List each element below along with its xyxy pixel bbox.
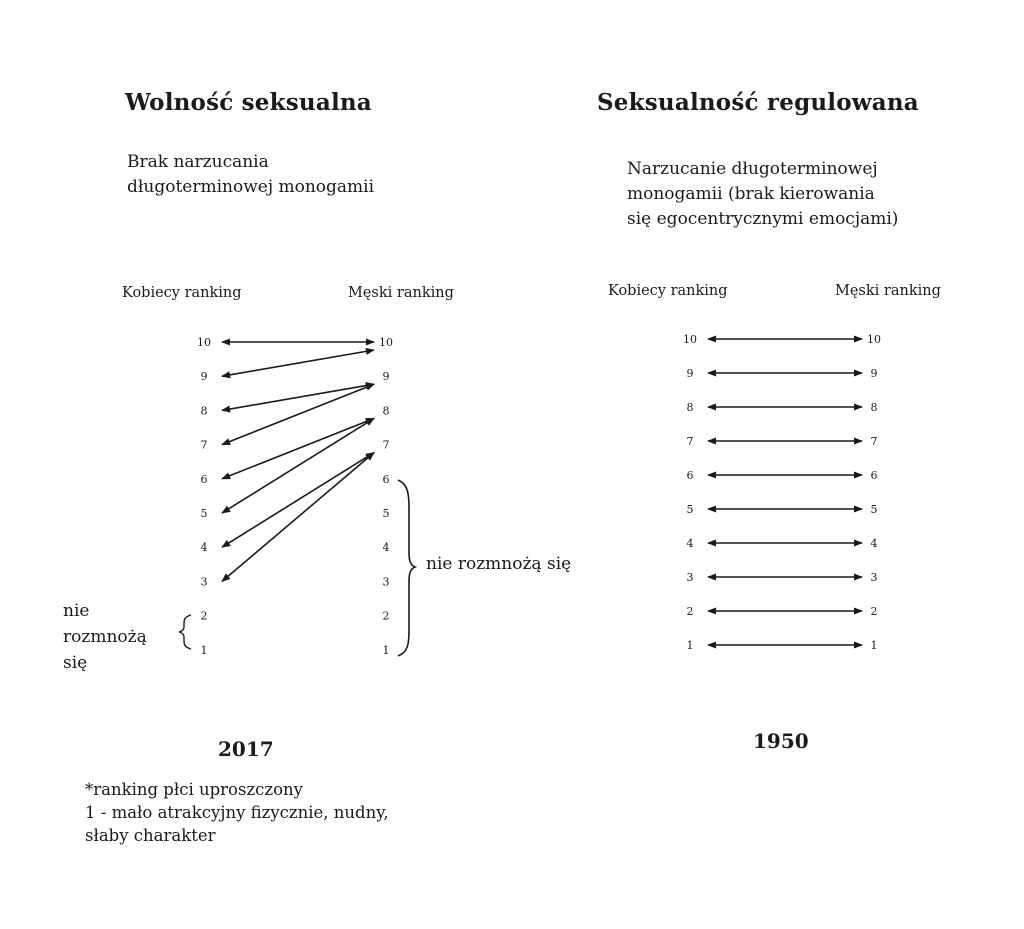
left-subtitle-line: długoterminowej monogamii (127, 177, 375, 197)
right-year: 1950 (753, 729, 809, 753)
left-pairing-arrow (222, 453, 374, 582)
right-female-rank-label: 7 (686, 435, 694, 448)
left-pairing-arrow (222, 418, 374, 513)
male-nonreproducing-label: nie rozmnożą się (426, 554, 572, 574)
right-male-rank-label: 8 (870, 401, 878, 414)
left-pairing-arrow (222, 453, 374, 548)
left-title: Wolność seksualna (125, 89, 372, 116)
left-male-rank-column (379, 336, 393, 657)
left-col-female-header: Kobiecy ranking (122, 285, 242, 301)
left-female-rank-column (197, 336, 211, 657)
right-male-rank-label: 4 (870, 537, 878, 550)
right-male-rank-column (867, 333, 881, 652)
left-male-rank-label: 2 (382, 609, 390, 623)
right-female-rank-column (683, 333, 697, 652)
left-female-rank-label: 8 (200, 404, 208, 418)
left-pairing-arrow (222, 384, 374, 410)
left-male-rank-label: 1 (382, 643, 390, 657)
right-title: Seksualność regulowana (597, 89, 919, 116)
right-female-rank-label: 4 (686, 537, 694, 550)
left-pairing-arrow (222, 418, 374, 478)
right-pairing-arrows (708, 339, 862, 645)
right-male-rank-label: 10 (867, 333, 881, 346)
left-pairing-arrow (222, 350, 374, 376)
right-subtitle-line: Narzucanie długoterminowej (627, 159, 878, 179)
footnote (85, 778, 389, 847)
right-female-rank-label: 1 (686, 639, 694, 652)
left-pairing-arrow (222, 384, 374, 444)
left-female-rank-label: 1 (200, 643, 208, 657)
right-col-male-header: Męski ranking (835, 283, 941, 299)
left-col-male-header: Męski ranking (348, 285, 454, 301)
female-nonreproducing-label (63, 598, 147, 676)
left-female-rank-label: 10 (197, 336, 211, 349)
left-male-rank-label: 7 (382, 438, 390, 452)
right-female-rank-label: 9 (686, 367, 694, 380)
left-male-rank-label: 10 (379, 336, 393, 349)
left-female-rank-label: 7 (200, 438, 208, 452)
left-subtitle-line: Brak narzucania (127, 152, 269, 172)
right-female-rank-label: 3 (686, 571, 694, 584)
left-male-rank-label: 8 (382, 404, 390, 418)
right-male-rank-label: 3 (870, 571, 878, 584)
left-female-rank-label: 4 (200, 541, 208, 555)
left-female-rank-label: 3 (200, 575, 208, 589)
footnote-line: *ranking płci uproszczony (85, 780, 303, 799)
right-female-rank-label: 10 (683, 333, 697, 346)
female-nonreproducing-line: się (63, 653, 88, 673)
right-male-rank-label: 5 (870, 503, 878, 516)
right-female-rank-label: 8 (686, 401, 694, 414)
left-female-rank-label: 5 (200, 507, 208, 520)
female-nonreproducing-brace (179, 615, 191, 649)
female-nonreproducing-line: nie (63, 601, 90, 621)
right-male-rank-label: 9 (870, 367, 878, 380)
footnote-line: słaby charakter (85, 826, 216, 845)
left-female-rank-label: 9 (200, 370, 208, 384)
right-male-rank-label: 7 (870, 435, 878, 448)
right-female-rank-label: 2 (686, 605, 694, 618)
left-year: 2017 (218, 737, 274, 761)
right-male-rank-label: 6 (870, 469, 878, 482)
left-male-rank-label: 5 (382, 507, 390, 520)
left-male-rank-label: 6 (382, 472, 390, 486)
left-male-rank-label: 3 (382, 575, 390, 589)
right-male-rank-label: 1 (870, 639, 878, 652)
female-nonreproducing-line: rozmnożą (63, 627, 147, 647)
right-male-rank-label: 2 (870, 605, 878, 618)
right-female-rank-label: 5 (686, 503, 694, 516)
footnote-line: 1 - mało atrakcyjny fizycznie, nudny, (85, 803, 389, 822)
left-male-rank-label: 9 (382, 370, 390, 384)
right-col-female-header: Kobiecy ranking (608, 283, 728, 299)
right-subtitle-line: monogamii (brak kierowania (627, 184, 875, 204)
left-female-rank-label: 6 (200, 472, 208, 486)
right-subtitle-line: się egocentrycznymi emocjami) (627, 209, 899, 229)
left-male-rank-label: 4 (382, 541, 390, 555)
left-female-rank-label: 2 (200, 609, 208, 623)
male-nonreproducing-brace (398, 480, 415, 656)
left-pairing-arrows (222, 342, 374, 581)
right-female-rank-label: 6 (686, 469, 694, 482)
